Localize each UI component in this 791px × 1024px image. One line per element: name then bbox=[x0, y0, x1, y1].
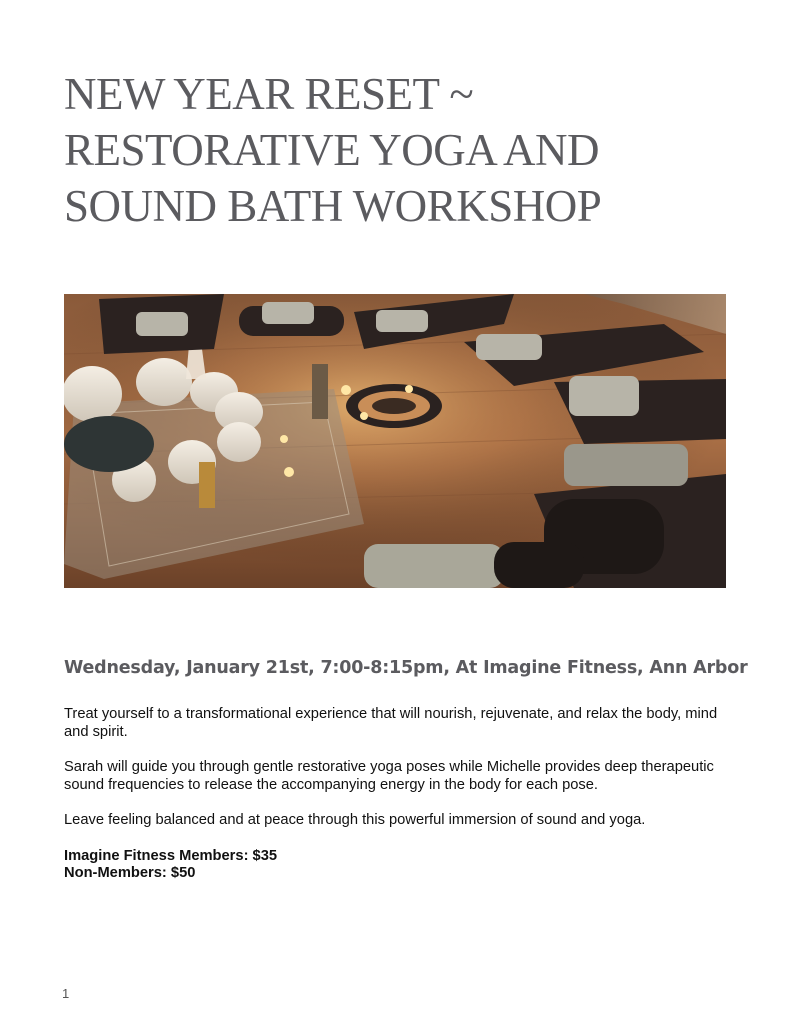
title-line-2: RESTORATIVE YOGA AND bbox=[64, 125, 600, 175]
title-line-3: SOUND BATH WORKSHOP bbox=[64, 181, 602, 231]
page-number: 1 bbox=[62, 986, 70, 1001]
price-non-members: Non-Members: $50 bbox=[64, 865, 196, 881]
pricing bbox=[64, 848, 732, 883]
paragraph-closing: Leave feeling balanced and at peace through this powerful immersion of sound and yoga. bbox=[64, 812, 646, 828]
paragraph-instructors: Sarah will guide you through gentle restorative yoga poses while Michelle provides deep therapeutic sound frequencies to release the accompanying energy in the body for each pose. bbox=[64, 759, 714, 793]
page-title bbox=[64, 66, 744, 234]
paragraph-intro: Treat yourself to a transformational experience that will nourish, rejuvenate, and relax the body, mind and spirit. bbox=[64, 706, 718, 740]
event-details: Wednesday, January 21st, 7:00-8:15pm, At Imagine Fitness, Ann Arbor bbox=[64, 658, 748, 678]
price-members: Imagine Fitness Members: $35 bbox=[64, 847, 278, 864]
title-line-1: NEW YEAR RESET ~ bbox=[64, 69, 474, 119]
yoga-studio-photo bbox=[64, 294, 726, 588]
event-description bbox=[64, 706, 732, 883]
